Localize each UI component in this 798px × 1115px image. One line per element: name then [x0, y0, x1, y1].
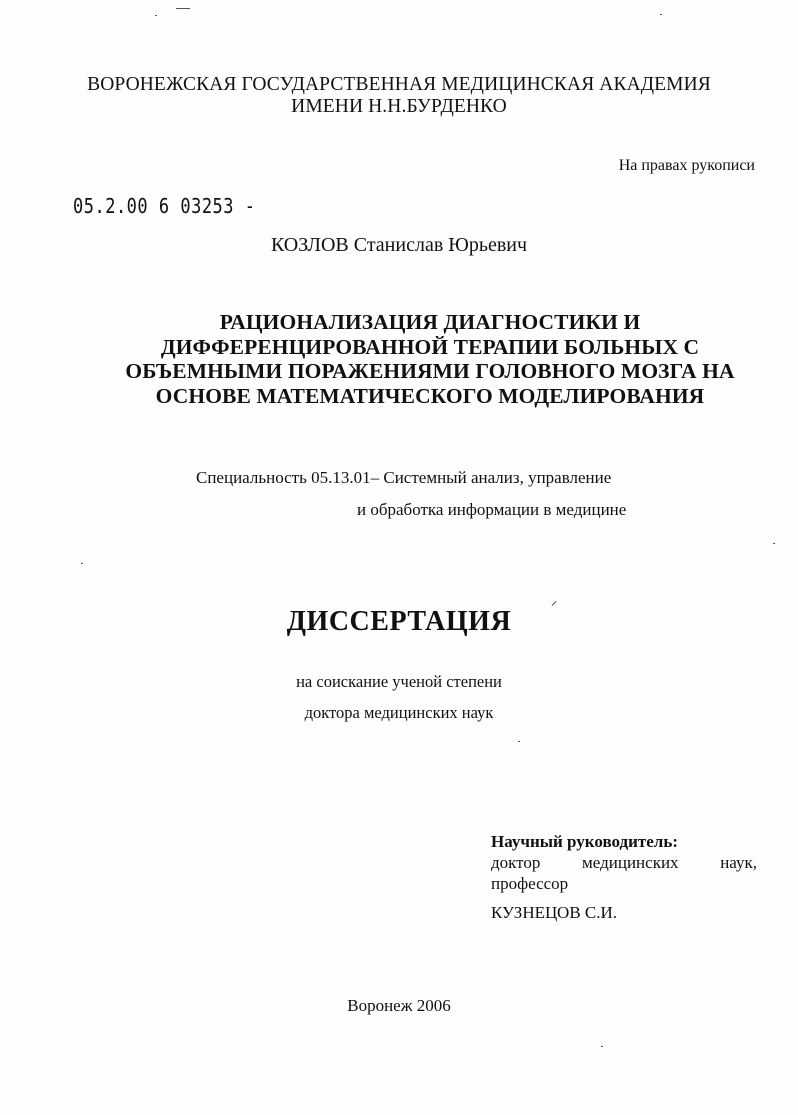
degree-line-1: на соискание ученой степени	[296, 672, 502, 691]
supervisor-degree-word: доктор	[491, 853, 541, 872]
scan-speck	[601, 1046, 603, 1047]
degree-line-2: доктора медицинских наук	[304, 703, 494, 722]
scan-speck	[176, 8, 190, 9]
supervisor-degree-word: наук,	[720, 853, 757, 872]
scan-speck	[155, 15, 157, 16]
title-line: ОБЪЕМНЫМИ ПОРАЖЕНИЯМИ ГОЛОВНОГО МОЗГА НА	[125, 359, 735, 383]
document-type-heading: ДИССЕРТАЦИЯ	[286, 606, 512, 637]
supervisor-heading: Научный руководитель:	[491, 832, 678, 851]
supervisor-degree-line	[491, 853, 757, 873]
organization-line-1: ВОРОНЕЖСКАЯ ГОСУДАРСТВЕННАЯ МЕДИЦИНСКАЯ АКАДЕМИЯ	[87, 74, 711, 95]
dissertation-title	[100, 310, 760, 408]
city-year: Воронеж 2006	[347, 996, 451, 1015]
title-line: ДИФФЕРЕНЦИРОВАННОЙ ТЕРАПИИ БОЛЬНЫХ С	[160, 334, 700, 359]
specialty-line-1: Специальность 05.13.01– Системный анализ, управление	[196, 468, 612, 487]
author-name: КОЗЛОВ Станислав Юрьевич	[270, 234, 528, 256]
title-line: РАЦИОНАЛИЗАЦИЯ ДИАГНОСТИКИ И	[219, 310, 641, 334]
title-line: ОСНОВЕ МАТЕМАТИЧЕСКОГО МОДЕЛИРОВАНИЯ	[155, 383, 705, 408]
scan-speck	[518, 741, 520, 742]
supervisor-name: КУЗНЕЦОВ С.И.	[491, 903, 618, 922]
scan-speck	[81, 563, 83, 564]
specialty-line-2: и обработка информации в медицине	[357, 500, 627, 519]
rights-note: На правах рукописи	[618, 157, 755, 174]
supervisor-title: профессор	[491, 874, 569, 893]
archive-stamp-code: 05.2.00 6 03253 -	[73, 195, 256, 219]
scan-speck	[660, 14, 662, 15]
scan-speck	[773, 543, 775, 544]
organization-line-2: ИМЕНИ Н.Н.БУРДЕНКО	[291, 96, 507, 117]
supervisor-degree-word: медицинских	[582, 853, 679, 872]
